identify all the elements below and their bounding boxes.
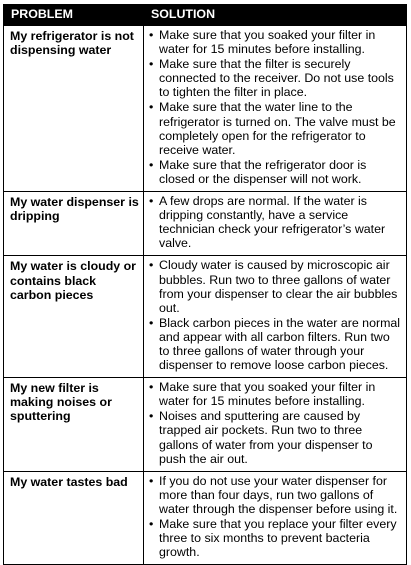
table-row: [4, 26, 407, 192]
solution-item: • Make sure that you replace your filter every three to six months to prevent bacteria growth.: [148, 517, 402, 559]
table-row: [4, 471, 407, 565]
solution-cell: [144, 192, 407, 256]
solution-item: • Make sure that you soaked your filter in water for 15 minutes before installing.: [148, 380, 402, 408]
troubleshooting-table: [3, 4, 407, 565]
solution-cell: [144, 378, 407, 472]
solution-item: • Make sure that the filter is securely connected to the receiver. Do not use tools to tighten the filter in place.: [148, 57, 402, 99]
solution-list: [148, 194, 402, 250]
solution-item: • Noises and sputtering are caused by trapped air pockets. Run two to three gallons of water from your dispenser to push the air out.: [148, 409, 402, 465]
solution-cell: [144, 256, 407, 378]
solution-item: • If you do not use your water dispenser for more than four days, run two gallons of water through the dispenser before using it.: [148, 474, 402, 516]
solution-list: [148, 28, 402, 186]
solution-item: • Make sure that the refrigerator door is closed or the dispenser will not work.: [148, 158, 402, 186]
solution-item: • Black carbon pieces in the water are normal and appear with all carbon filters. Run two to three gallons of water through your dispenser to remove loose carbon pieces.: [148, 316, 402, 372]
problem-cell: My refrigerator is not dispensing water: [4, 26, 144, 192]
problem-cell: My water dispenser is dripping: [4, 192, 144, 256]
solution-list: [148, 258, 402, 372]
solution-item: • A few drops are normal. If the water is dripping constantly, have a service technician check your refrigerator’s water valve.: [148, 194, 402, 250]
solution-item: • Make sure that you soaked your filter in water for 15 minutes before installing.: [148, 28, 402, 56]
problem-cell: My water is cloudy or contains black carbon pieces: [4, 256, 144, 378]
header-row: [4, 5, 407, 26]
solution-column-header: SOLUTION: [144, 5, 407, 26]
solution-list: [148, 474, 402, 560]
problem-cell: My new filter is making noises or sputtering: [4, 378, 144, 472]
solution-list: [148, 380, 402, 466]
problem-column-header: PROBLEM: [4, 5, 144, 26]
table-row: [4, 378, 407, 472]
solution-item: • Make sure that the water line to the refrigerator is turned on. The valve must be completely open for the refrigerator to receive water.: [148, 100, 402, 156]
solution-cell: [144, 471, 407, 565]
solution-item: • Cloudy water is caused by microscopic air bubbles. Run two to three gallons of water from your dispenser to clear the air bubbles out.: [148, 258, 402, 314]
solution-cell: [144, 26, 407, 192]
table-row: [4, 256, 407, 378]
table-row: [4, 192, 407, 256]
problem-cell: My water tastes bad: [4, 471, 144, 565]
